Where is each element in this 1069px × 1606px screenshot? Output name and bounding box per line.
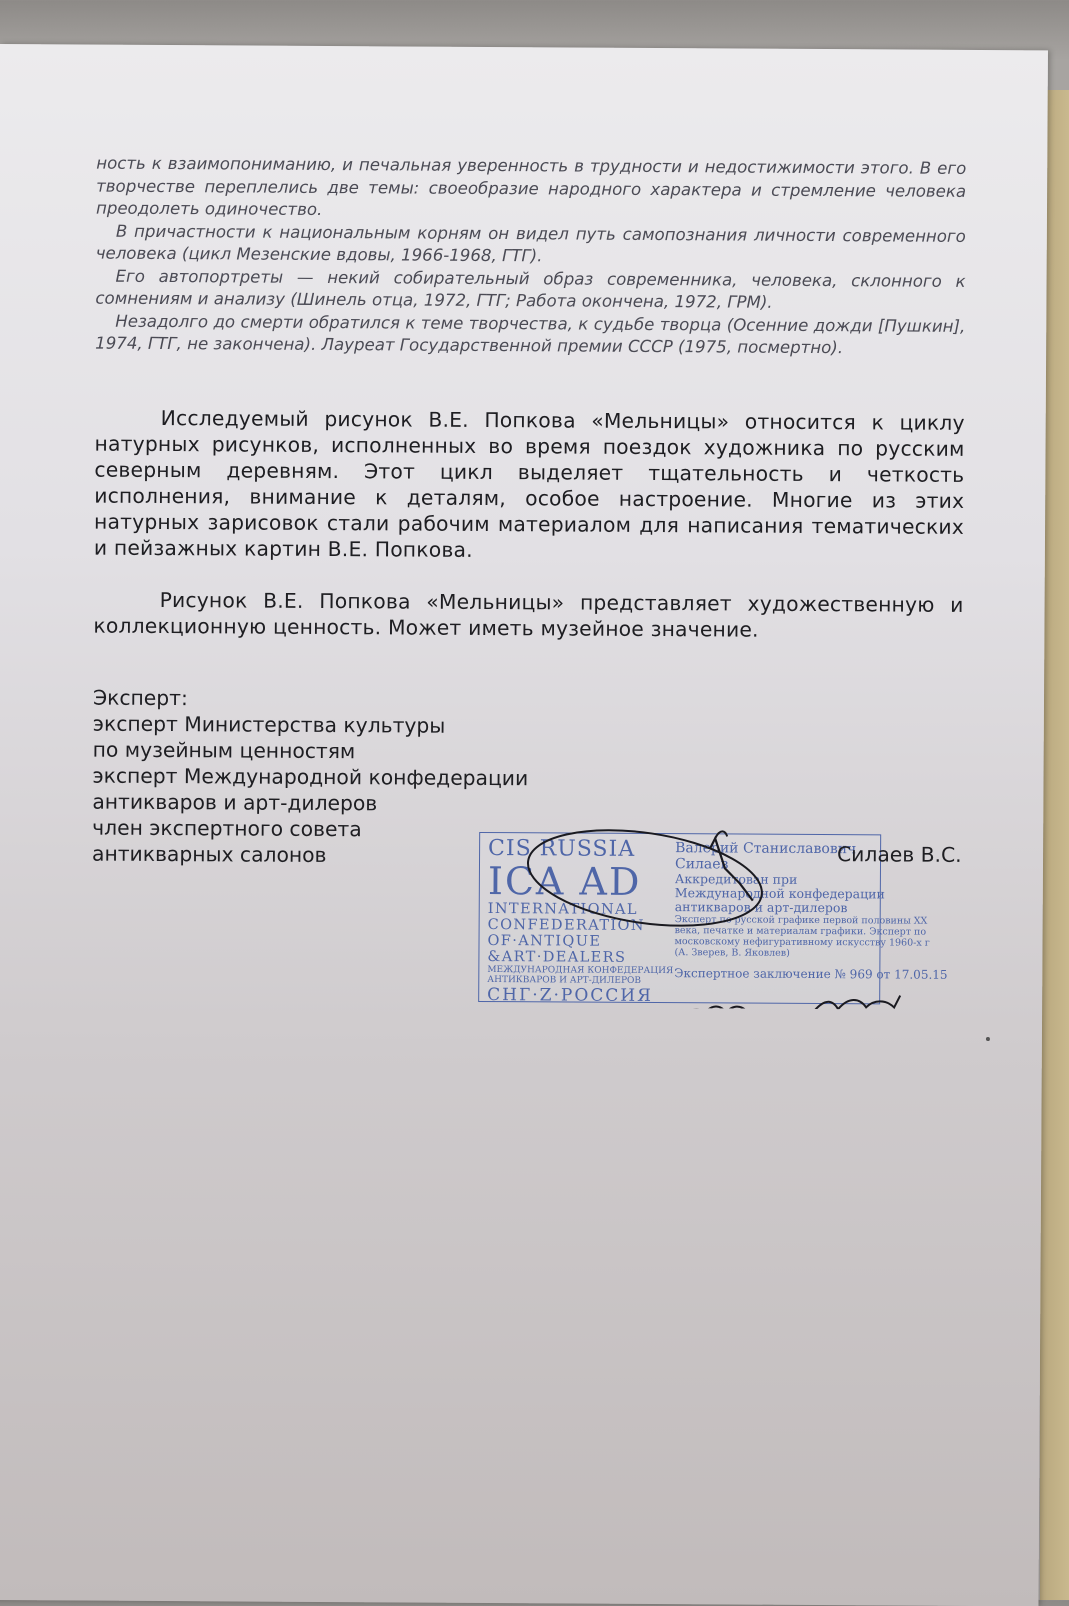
stamp-line: московскому нефигуративному искусству 1960-х г: [674, 936, 930, 949]
stamp-line: OF·ANTIQUE: [487, 932, 602, 950]
stamp-logo: ICA AD: [487, 858, 642, 904]
body-paragraph: Исследуемый рисунок В.Е. Попкова «Мельницы» относится к циклу натурных рисунков, исполненных во время поездок художника по русским северным деревням. Этот цикл выделяет тщательность и четкость исполнения, внимание к деталям, особое настроение. Многие из этих натурных зарисовок стали рабочим материалом для написания тематических и пейзажных картин В.Е. Попкова.: [93, 405, 965, 562]
expert-credential: эксперт Международной конфедерации: [92, 763, 529, 791]
quote-paragraph: Незадолго до смерти обратился к теме творчества, к судьбе творца (Осенние дожди [Пушкин], 1974, ГТГ, не закончена). Лауреат Государственной премии СССР (1975, посмертно).: [95, 311, 966, 358]
stamp-line: антикваров и арт-дилеров: [674, 899, 848, 916]
quote-paragraph: ность к взаимопониманию, и печальная уверенность в трудности и недостижимости этого. В его творчестве переплелись две темы: своеобразие народного характера и стремление человека преодолеть одиночество.: [95, 153, 967, 219]
stamp-conclusion-number: № 969: [834, 967, 873, 982]
stamp-line: &ART·DEALERS: [487, 948, 627, 966]
stamp-line: INTERNATIONAL: [487, 900, 639, 918]
signature-name: Силаев В.С.: [836, 842, 962, 867]
stamp-conclusion-label: [674, 966, 948, 982]
stamp-logo-block: [487, 835, 674, 1007]
signature-stroke: [682, 1006, 746, 1009]
expert-credential: член экспертного совета: [92, 815, 362, 842]
stamp-expert-name: Валерий Станиславович: [675, 840, 857, 858]
stamp-line: Международной конфедерации: [674, 885, 885, 902]
quote-paragraph: Его автопортреты — некий собирательный образ современника, человека, склонного к сомнениям и анализу (Шинель отца, 1972, ГТГ; Работа окончена, 1972, ГРМ).: [95, 266, 966, 312]
stamp-line: Экспертное заключение: [674, 966, 831, 982]
body-paragraph: Рисунок В.Е. Попкова «Мельницы» представляет художественную и коллекционную ценность. Может иметь музейное значение.: [93, 587, 964, 642]
stamp-line: CONFEDERATION: [487, 916, 645, 934]
expert-credential: по музейным ценностям: [92, 737, 356, 764]
quote-paragraph: В причастности к национальным корням он видел путь самопознания личности современного человека (цикл Мезенские вдовы, 1966-1968, ГТГ).: [95, 221, 966, 266]
stamp-conclusion-date: от 17.05.15: [876, 967, 948, 982]
stamp-expert-surname: Силаев: [674, 856, 729, 873]
stamp-line: СНГ·Z·РОССИЯ: [487, 984, 653, 1007]
quoted-biography: [95, 153, 966, 361]
expert-credential: эксперт Министерства культуры: [92, 711, 446, 738]
stamp-line: (А. Зверев, В. Яковлев): [674, 947, 790, 959]
stamp-line: АНТИКВАРОВ И АРТ-ДИЛЕРОВ: [487, 974, 642, 986]
stamp-line: Аккредитован при: [674, 871, 798, 887]
stamp-line: Эксперт по русской графике первой половины XX: [674, 914, 928, 927]
document-page: [0, 44, 1048, 1606]
conclusion-text: [93, 405, 965, 670]
stamp-line: CIS RUSSIA: [488, 835, 636, 862]
stamp-line: века, печатке и материалам графики. Эксперт по: [674, 925, 927, 938]
expert-credential: антикваров и арт-дилеров: [92, 789, 378, 816]
stamp-line: МЕЖДУНАРОДНАЯ КОНФЕДЕРАЦИЯ: [487, 964, 674, 977]
expert-heading: Эксперт:: [92, 685, 188, 711]
expert-credential: антикварных салонов: [91, 841, 327, 868]
paper-speck: [986, 1037, 990, 1041]
